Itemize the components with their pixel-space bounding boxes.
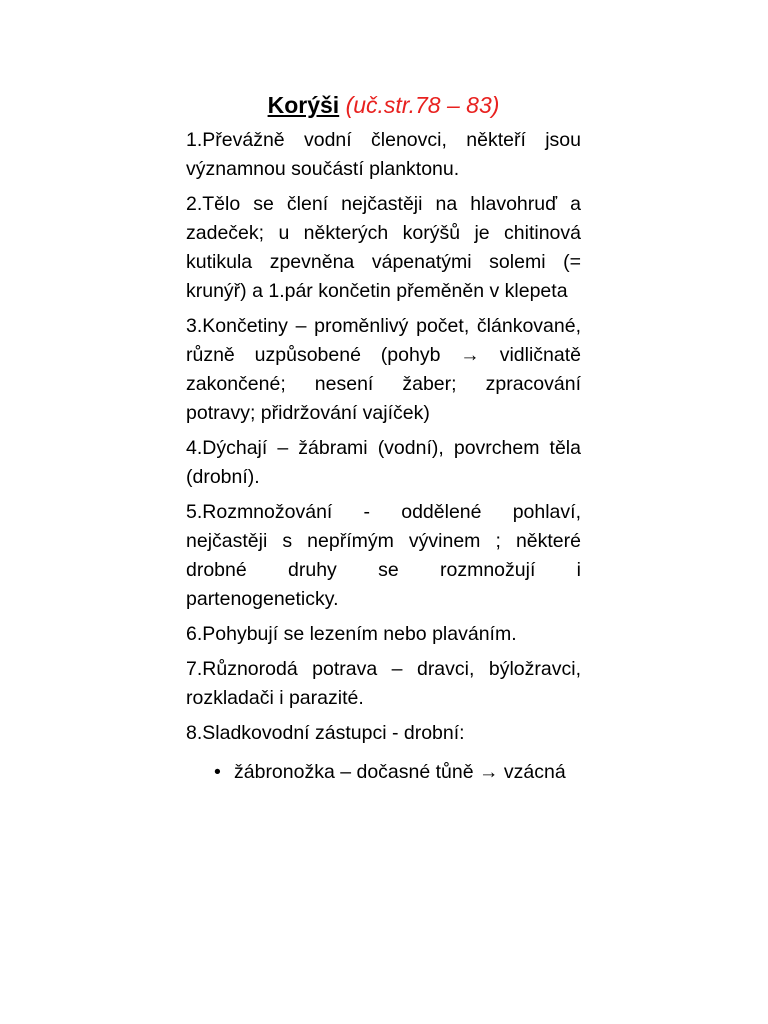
point-6: 6.Pohybují se lezením nebo plaváním. [186, 623, 517, 645]
bullet-list [186, 758, 581, 787]
point-8: 8.Sladkovodní zástupci - drobní: [186, 722, 465, 744]
point-4: 4.Dýchají – žábrami (vodní), povrchem těla (drobní). [186, 437, 581, 488]
page-title [186, 90, 581, 120]
point-2: 2.Tělo se člení nejčastěji na hlavohruď a zadeček; u některých korýšů je chitinová kutikula zpevněna vápenatými solemi (= krunýř) a 1.pár končetin přeměněn v klepeta [186, 193, 581, 302]
point-1: 1.Převážně vodní členovci, někteří jsou významnou součástí planktonu. [186, 129, 581, 180]
bullet-dot-icon: • [214, 761, 221, 783]
document-page [186, 90, 581, 787]
title-main: Korýši [267, 92, 340, 118]
point-7: 7.Různorodá potrava – dravci, býložravci, rozkladači i parazité. [186, 658, 581, 709]
title-reference: (uč.str.78 – 83) [345, 92, 500, 118]
bullet-text: žábronožka – dočasné tůně → vzácná [234, 761, 566, 783]
point-3: 3.Končetiny – proměnlivý počet, článkované, různě uzpůsobené (pohyb → vidličnatě zakončené; nesení žaber; zpracování potravy; přidržování vajíček) [186, 315, 581, 424]
point-5: 5.Rozmnožování - oddělené pohlaví, nejčastěji s nepřímým vývinem ; některé drobné druhy se rozmnožují i partenogeneticky. [186, 501, 581, 610]
bullet-item [186, 758, 581, 787]
